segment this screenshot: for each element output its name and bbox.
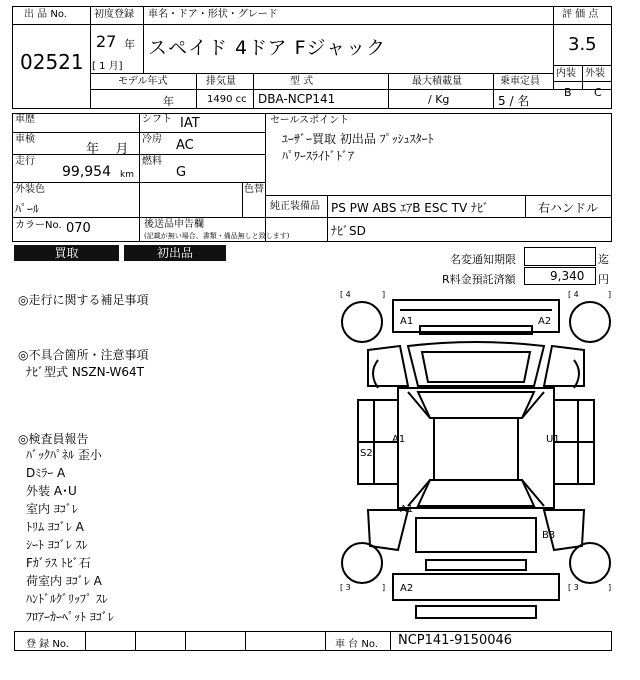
reg-year: 27 [96,32,117,51]
color-no-value: 070 [66,221,91,236]
recycle-unit: 円 [598,273,609,286]
windshield [418,392,534,418]
tread-front-left: [ 4 [340,290,351,299]
recycle-label: R料金預託済額 [442,273,516,286]
ext-color-label: 外装色 [15,184,45,195]
rear-window [418,480,534,506]
history-label: 車歴 [15,114,35,125]
first-reg-label: 初度登録 [94,9,134,20]
reg-year-unit: 年 [124,38,135,51]
inspector-item-7: Fｶﾞﾗｽ ﾄﾋﾞ石 [26,556,91,570]
body-outline [358,388,594,508]
roof [434,418,518,480]
inspector-item-6: ｼｰﾄ ﾖｺﾞﾚ ｽﾚ [26,538,88,552]
lot-number: 02521 [20,50,84,74]
tag-first-listing: 初出品 [124,245,226,261]
name-change-box [524,247,596,266]
tire-front-right [570,302,610,342]
mark-rear-left: A2 [400,583,414,594]
overall-grade: 3.5 [568,34,597,55]
chassis-label: 車 台 No. [335,639,378,650]
mileage-label: 走行 [15,156,35,167]
recycle-value: 9,340 [550,269,585,283]
tire-rear-right [570,543,610,583]
equipment-value: PS PW ABS ｴｱB ESC TV ﾅﾋﾞ [331,201,490,215]
car-name-label: 車名・ドア・形状・グレード [148,9,278,20]
rear-quarter-left [368,510,408,550]
exterior-grade: C [594,86,602,99]
name-change-label: 名変通知期限 [450,253,516,266]
inspector-item-5: ﾄﾘﾑ ﾖｺﾞﾚ A [26,520,84,534]
interior-grade: B [564,86,572,99]
sales-point-label: セールスポイント [270,115,350,126]
steering-value: 右ハンドル [538,201,599,215]
shift-value: IAT [180,116,200,131]
inspector-title: ◎検査員報告 [18,432,89,446]
mark-rear-right: B3 [542,530,556,541]
bracket-fr: ] [608,290,612,299]
mark-left-rear-door: A1 [400,504,414,515]
supplement-title: ◎走行に関する補足事項 [18,293,149,307]
aftermarket-label: 後送品申告欄 [144,219,204,230]
model-year-label: モデル年式 [118,76,168,87]
mark-left-door: A1 [392,434,406,445]
fuel-label: 燃料 [142,156,162,167]
inspection-value: 年 月 [86,142,129,157]
shift-label: シフト [142,114,172,125]
inspector-item-10: ﾌﾛｱｰｶｰﾍﾟｯﾄ ﾖｺﾞﾚ [26,610,114,624]
max-load-label: 最大積載量 [412,76,462,87]
mark-left-side: S2 [360,448,373,459]
footer-block [14,631,612,651]
mark-right-door: U1 [546,434,560,445]
lot-label: 出 品 No. [24,9,67,20]
interior-label: 内装 [556,68,576,79]
mileage-unit: km [120,170,134,180]
mark-front-left: A1 [400,316,414,327]
car-damage-diagram [338,288,614,628]
tire-front-left [342,302,382,342]
equipment-label: 純正装備品 [270,201,320,212]
tag-purchased: 買取 [14,245,119,261]
inspector-item-2: Dﾐﾗｰ A [26,466,66,480]
reg-no-label: 登 録 No. [26,639,69,650]
exterior-label: 外装 [585,68,605,79]
rear-sill [416,606,536,618]
reg-month: [ 1 月] [92,61,123,72]
license-plate [426,560,526,570]
tire-rear-left [342,543,382,583]
fuel-value: G [176,165,187,180]
grade-label: 評 価 点 [562,9,599,20]
bracket-rl: ] [382,583,386,592]
tread-front-right: [ 4 [568,290,579,299]
max-load-value: / Kg [428,93,450,106]
tread-rear-left: [ 3 [340,583,351,592]
inspector-item-4: 室内 ﾖｺﾞﾚ [26,502,78,516]
rear-bumper [393,574,559,600]
inspector-item-9: ﾊﾝﾄﾞﾙｸﾞﾘｯﾌﾟ ｽﾚ [26,592,108,606]
displacement-label: 排気量 [206,76,236,87]
aftermarket-value: ﾅﾋﾞSD [331,224,366,238]
color-no-label: カラーNo. [15,220,62,231]
model-year-unit: 年 [163,95,174,108]
inspector-item-8: 荷室内 ﾖｺﾞﾚ A [26,574,102,588]
mark-front-right: A2 [538,316,552,327]
mileage-value: 99,954 [62,164,111,180]
ext-color-value: ﾊﾟｰﾙ [15,202,40,216]
inspector-item-1: ﾊﾞｯｸﾊﾟﾈﾙ 歪小 [26,448,102,462]
tread-rear-right: [ 3 [568,583,579,592]
sales-point-1: ﾕｰｻﾞｰ買取 初出品 ﾌﾟｯｼｭｽﾀｰﾄ [282,132,434,146]
ac-value: AC [176,138,194,153]
capacity-value: 5 / 名 [498,94,530,108]
rear-hatch [416,518,536,552]
defects-title: ◎不具合箇所・注意事項 [18,348,149,362]
model-code: DBA-NCP141 [258,92,336,106]
defect-item-1: ﾅﾋﾞ型式 NSZN-W64T [26,365,144,379]
color-change-label: 色替 [244,184,264,195]
sales-point-2: ﾊﾟﾜｰｽﾗｲﾄﾞﾄﾞｱ [282,149,355,163]
capacity-label: 乗車定員 [500,76,540,87]
car-name: スペイド 4ドア Fジャック [148,37,387,59]
bracket-rr: ] [608,583,612,592]
inspector-item-3: 外装 A･U [26,484,77,498]
inspection-label: 車検 [15,134,35,145]
chassis-number: NCP141-9150046 [398,633,513,648]
name-change-unit: 迄 [598,253,609,266]
type-label: 型 式 [290,76,314,87]
aftermarket-note: (記載が無い場合、書類・備品無しと致します) [144,232,290,240]
bracket-fl: ] [382,290,386,299]
ac-label: 冷房 [142,134,162,145]
displacement-value: 1490 cc [207,94,247,105]
front-bumper [393,300,559,332]
